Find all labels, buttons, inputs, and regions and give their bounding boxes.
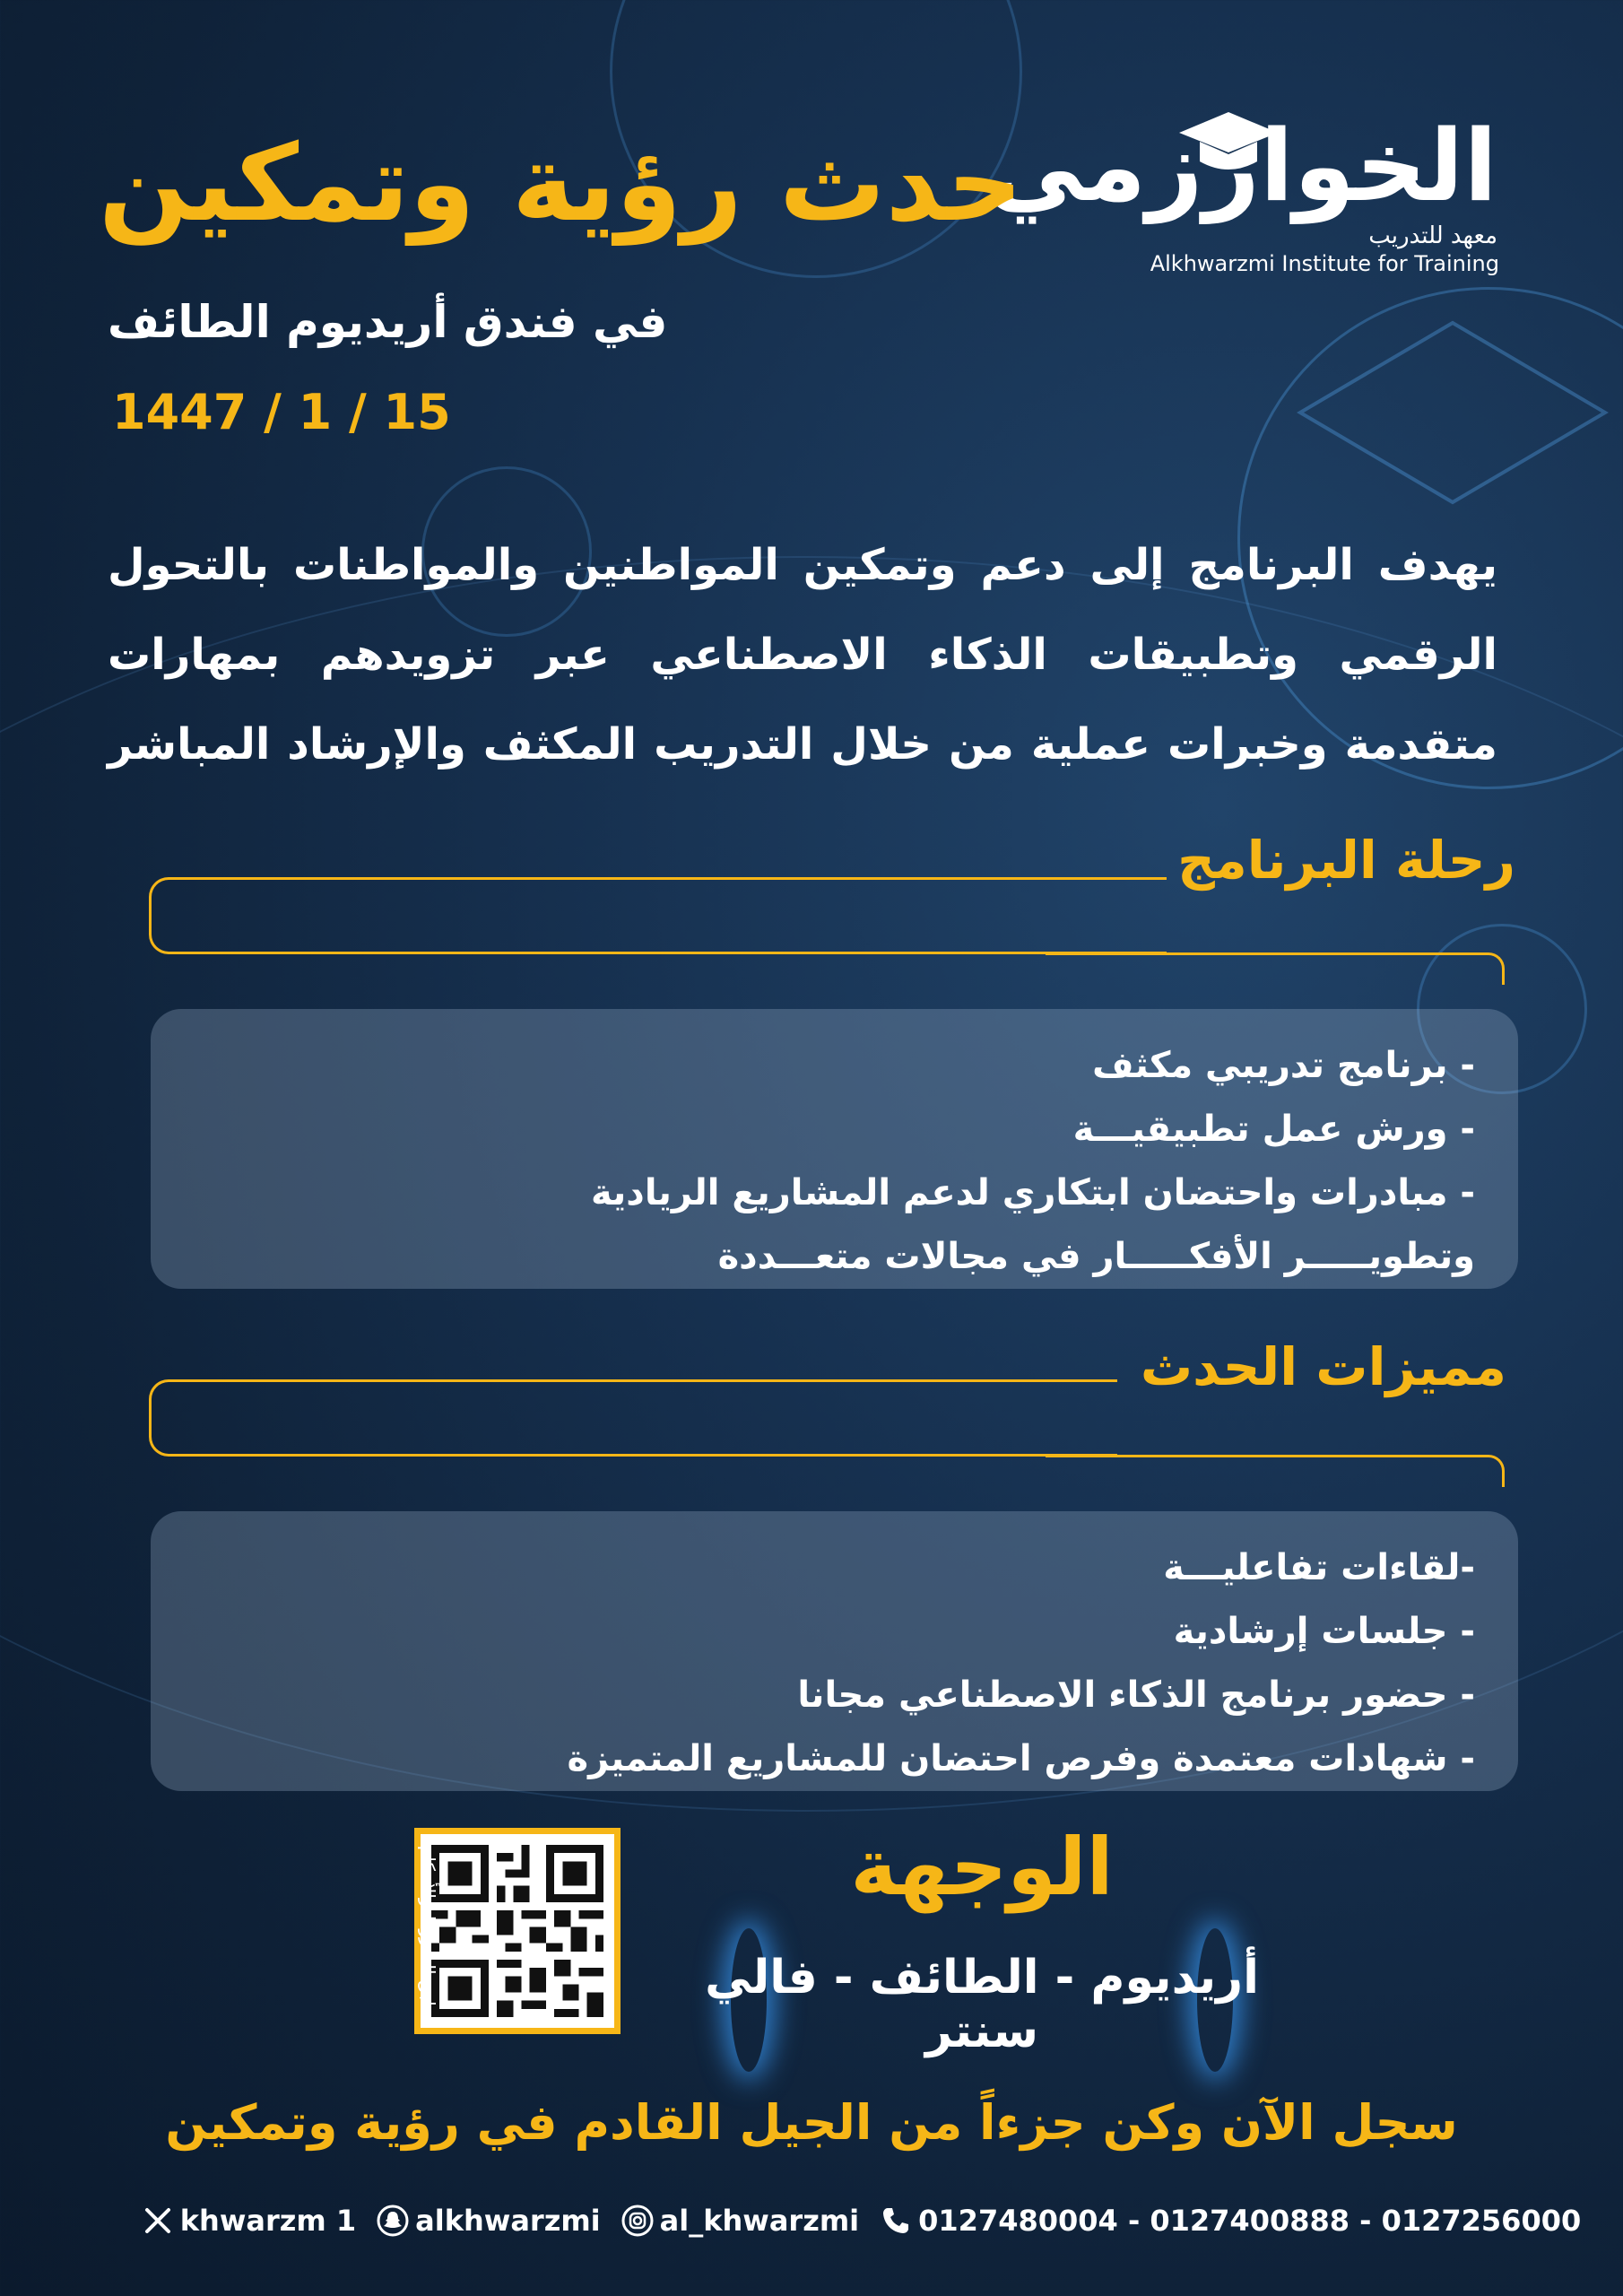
- instagram-icon: [621, 2204, 655, 2238]
- snapchat-handle: alkhwarzmi: [415, 2204, 601, 2238]
- features-list: [194, 1536, 1475, 1791]
- instagram-handle: al_khwarzmi: [659, 2204, 860, 2238]
- graduation-cap-icon: [1291, 305, 1614, 538]
- journey-bracket-right: [1046, 952, 1505, 985]
- logo-arabic-sub: معهد للتدريب: [1368, 222, 1497, 249]
- qr-code-image: [431, 1845, 603, 2017]
- list-item: - جلسات إرشادية: [1173, 1611, 1475, 1652]
- phone-icon: [879, 2204, 913, 2238]
- intro-line: متقدمة وخبرات عملية من خلال التدريب المكثف والإرشاد المباشر: [108, 719, 1497, 770]
- logo-english-name: Alkhwarzmi Institute for Training: [1150, 251, 1499, 276]
- list-item: - برنامج تدريبي مكثف: [1092, 1045, 1475, 1086]
- snapchat-account[interactable]: [376, 2204, 601, 2238]
- destination-title: الوجهة: [850, 1821, 1114, 1913]
- footer-contacts: [179, 2194, 1582, 2248]
- qr-code[interactable]: [414, 1828, 621, 2034]
- x-account[interactable]: [141, 2204, 356, 2238]
- instagram-account[interactable]: [621, 2204, 860, 2238]
- journey-title: رحلة البرنامج: [1177, 830, 1515, 891]
- list-item: وتطويـــــر الأفكـــــار في مجالات متعـــددة: [717, 1236, 1475, 1277]
- cta-text: سجل الآن وكن جزءاً من الجيل القادم في رؤية وتمكين: [165, 2094, 1458, 2151]
- journey-panel: [151, 1009, 1518, 1289]
- phone-numbers[interactable]: [879, 2204, 1581, 2238]
- phone-list: 0127480004 - 0127400888 - 0127256000: [918, 2204, 1582, 2238]
- list-item: - حضور برنامج الذكاء الاصطناعي مجانا: [797, 1674, 1475, 1716]
- snapchat-icon: [376, 2204, 410, 2238]
- x-icon: [141, 2204, 175, 2238]
- list-item: - ورش عمل تطبيقيـــة: [1072, 1109, 1475, 1150]
- intro-paragraph: [108, 520, 1497, 789]
- list-item: - مبادرات واحتضان ابتكاري لدعم المشاريع الريادية: [591, 1172, 1475, 1213]
- journey-bracket-left: [149, 877, 1167, 954]
- terms-note: تطبق الشروط والأحكام: [418, 1845, 439, 2021]
- intro-line: يهدف البرنامج إلى دعم وتمكين المواطنين والمواطنات بالتحول: [108, 540, 1497, 590]
- features-panel: [151, 1511, 1518, 1791]
- intro-line: الرقمي وتطبيقات الذكاء الاصطناعي عبر تزويدهم بمهارات: [108, 630, 1497, 680]
- features-bracket-right: [1046, 1455, 1505, 1487]
- features-title: مميزات الحدث: [1140, 1336, 1506, 1397]
- institute-logo: [985, 108, 1515, 287]
- logo-arabic-name: الخوارزمي: [985, 109, 1497, 223]
- event-title: حدث رؤية وتمكين: [99, 121, 1023, 245]
- journey-list: [194, 1034, 1475, 1289]
- event-date: 1447 / 1 / 15: [112, 384, 451, 440]
- x-handle: khwarzm 1: [179, 2204, 357, 2238]
- event-venue: في فندق أريديوم الطائف: [108, 296, 668, 348]
- destination-text: أريديوم - الطائف - فالي سنتر: [705, 1951, 1259, 2058]
- list-item: - شهادات معتمدة وفرص احتضان للمشاريع المتميزة: [567, 1738, 1475, 1779]
- features-bracket-left: [149, 1379, 1117, 1457]
- list-item: -لقاءات تفاعليـــة: [1163, 1547, 1475, 1588]
